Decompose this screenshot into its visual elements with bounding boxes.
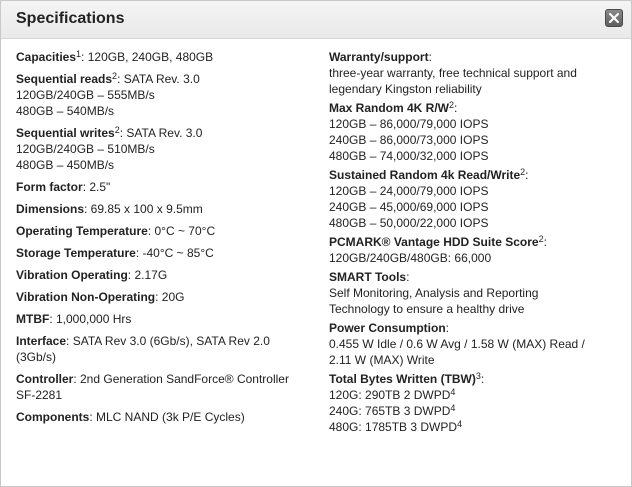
spec-value-line	[329, 148, 619, 164]
footnote-marker: 4	[450, 387, 456, 397]
spec-value: : 20G	[155, 290, 185, 304]
spec-label: Controller	[16, 372, 74, 386]
spec-value-line	[329, 301, 619, 317]
spec-value: : 69.85 x 100 x 9.5mm	[84, 202, 203, 216]
spec-label: Warranty/support	[329, 50, 429, 64]
spec-column-right	[329, 49, 619, 438]
spec-label: Interface	[16, 334, 67, 348]
spec-item	[16, 333, 311, 365]
spec-value-text: 120GB – 86,000/79,000 IOPS	[329, 117, 489, 131]
spec-value-text: 120GB/240GB – 555MB/s	[16, 88, 155, 102]
spec-item	[16, 409, 311, 425]
spec-value: :	[445, 321, 450, 335]
spec-value: :	[406, 270, 410, 284]
spec-label: MTBF	[16, 312, 50, 326]
spec-item	[16, 311, 311, 327]
spec-item	[329, 371, 619, 435]
spec-value: : -40°C ~ 85°C	[135, 246, 214, 260]
spec-value-text: Self Monitoring, Analysis and Reporting	[329, 286, 539, 300]
spec-value: : SATA Rev. 3.0	[117, 72, 200, 86]
spec-heading	[329, 100, 619, 116]
spec-label: Max Random 4K R/W	[329, 101, 450, 115]
dialog-header	[1, 1, 631, 39]
footnote-marker: 2	[114, 125, 120, 135]
spec-heading	[329, 167, 619, 183]
spec-label: Sequential writes	[16, 126, 115, 140]
spec-value: : 2.5"	[82, 180, 111, 194]
spec-value-line	[16, 141, 311, 157]
spec-value: : 2.17G	[127, 268, 168, 282]
close-button[interactable]	[605, 9, 623, 27]
dialog-title: Specifications	[16, 10, 125, 27]
spec-value-line	[329, 215, 619, 231]
spec-value-line	[329, 81, 619, 97]
spec-label: Form factor	[16, 180, 83, 194]
spec-heading	[16, 49, 311, 65]
spec-value-line	[329, 132, 619, 148]
spec-value-line	[16, 387, 311, 403]
spec-value-line	[329, 336, 619, 352]
spec-item	[16, 49, 311, 65]
spec-value-line	[16, 349, 311, 365]
spec-heading	[16, 333, 311, 349]
spec-value: : 2nd Generation SandForce® Controller	[73, 372, 289, 386]
spec-value-text: legendary Kingston reliability	[329, 82, 482, 96]
spec-label: Power Consumption	[329, 321, 446, 335]
spec-value-text: 480GB – 74,000/32,000 IOPS	[329, 149, 489, 163]
spec-value-line	[329, 250, 619, 266]
spec-value-text: Technology to ensure a healthy drive	[329, 302, 525, 316]
spec-value-line	[16, 103, 311, 119]
spec-item	[329, 234, 619, 266]
spec-heading	[329, 234, 619, 250]
spec-value-text: 120GB/240GB – 510MB/s	[16, 142, 155, 156]
spec-value-text: 480G: 1785TB 3 DWPD	[329, 420, 458, 434]
spec-heading	[16, 201, 311, 217]
spec-value-line	[16, 87, 311, 103]
spec-value-text: 120GB – 24,000/79,000 IOPS	[329, 184, 489, 198]
spec-heading	[16, 289, 311, 305]
spec-value: :	[480, 372, 485, 386]
spec-item	[329, 320, 619, 368]
spec-value: :	[525, 168, 529, 182]
spec-value-line	[329, 65, 619, 81]
spec-label: Capacities	[16, 50, 77, 64]
spec-item	[16, 71, 311, 119]
spec-item	[16, 201, 311, 217]
spec-value: : SATA Rev 3.0 (6Gb/s), SATA Rev 2.0	[66, 334, 270, 348]
spec-label: Vibration Operating	[16, 268, 128, 282]
spec-heading	[16, 223, 311, 239]
spec-item	[16, 245, 311, 261]
spec-value: : SATA Rev. 3.0	[119, 126, 203, 140]
footnote-marker: 3	[475, 371, 481, 381]
spec-item	[329, 269, 619, 317]
spec-value-text: SF-2281	[16, 388, 63, 402]
footnote-marker: 2	[449, 100, 455, 110]
spec-value-text: 0.455 W Idle / 0.6 W Avg / 1.58 W (MAX) Read /	[329, 337, 585, 351]
spec-value: : 1,000,000 Hrs	[49, 312, 132, 326]
spec-item	[329, 100, 619, 164]
footnote-marker: 1	[76, 49, 82, 59]
spec-item	[329, 167, 619, 231]
spec-value-text: 480GB – 50,000/22,000 IOPS	[329, 216, 489, 230]
footnote-marker: 4	[450, 403, 456, 413]
spec-value: :	[454, 101, 458, 115]
spec-label: PCMARK® Vantage HDD Suite Score	[329, 235, 539, 249]
spec-heading	[16, 179, 311, 195]
spec-value-text: 480GB – 450MB/s	[16, 158, 115, 172]
footnote-marker: 4	[457, 419, 463, 429]
spec-value-text: three-year warranty, free technical support and	[329, 66, 577, 80]
spec-value-text: 240GB – 86,000/73,000 IOPS	[329, 133, 489, 147]
footnote-marker: 2	[112, 71, 118, 81]
spec-value-line	[329, 116, 619, 132]
spec-value-text: 240G: 765TB 3 DWPD	[329, 404, 451, 418]
spec-heading	[329, 371, 619, 387]
spec-label: Storage Temperature	[16, 246, 136, 260]
spec-value-line	[329, 387, 619, 403]
spec-item	[16, 179, 311, 195]
spec-heading	[329, 49, 619, 65]
spec-value-line	[329, 403, 619, 419]
spec-label: Components	[16, 410, 90, 424]
spec-label: Operating Temperature	[16, 224, 148, 238]
spec-label: Sustained Random 4k Read/Write	[329, 168, 521, 182]
spec-heading	[16, 245, 311, 261]
spec-label: Sequential reads	[16, 72, 113, 86]
spec-value-line	[329, 183, 619, 199]
spec-value-text: (3Gb/s)	[16, 350, 57, 364]
spec-value-text: 120GB/240GB/480GB: 66,000	[329, 251, 492, 265]
spec-heading	[16, 71, 311, 87]
spec-column-left	[16, 49, 311, 431]
spec-value: : 120GB, 240GB, 480GB	[81, 50, 214, 64]
footnote-marker: 2	[520, 167, 526, 177]
spec-item	[16, 289, 311, 305]
close-icon	[609, 13, 619, 23]
spec-value-line	[16, 157, 311, 173]
spec-heading	[16, 267, 311, 283]
spec-label: Total Bytes Written (TBW)	[329, 372, 476, 386]
spec-value: : MLC NAND (3k P/E Cycles)	[89, 410, 245, 424]
spec-value-line	[329, 419, 619, 435]
spec-heading	[329, 269, 619, 285]
spec-item	[329, 49, 619, 97]
spec-item	[16, 223, 311, 239]
spec-value-line	[329, 352, 619, 368]
spec-label: Dimensions	[16, 202, 85, 216]
spec-value: :	[428, 50, 432, 64]
spec-item	[16, 371, 311, 403]
spec-item	[16, 125, 311, 173]
spec-label: SMART Tools	[329, 270, 407, 284]
spec-heading	[16, 409, 311, 425]
spec-value-text: 240GB – 45,000/69,000 IOPS	[329, 200, 489, 214]
spec-heading	[16, 125, 311, 141]
spec-heading	[16, 371, 311, 387]
spec-value-line	[329, 199, 619, 215]
spec-value: : 0°C ~ 70°C	[147, 224, 216, 238]
spec-value-text: 2.11 W (MAX) Write	[329, 353, 435, 367]
spec-value-text: 480GB – 540MB/s	[16, 104, 115, 118]
spec-value: :	[543, 235, 547, 249]
footnote-marker: 2	[538, 234, 544, 244]
spec-value-line	[329, 285, 619, 301]
spec-heading	[329, 320, 619, 336]
spec-value-text: 120G: 290TB 2 DWPD	[329, 388, 451, 402]
spec-item	[16, 267, 311, 283]
spec-heading	[16, 311, 311, 327]
spec-label: Vibration Non-Operating	[16, 290, 156, 304]
